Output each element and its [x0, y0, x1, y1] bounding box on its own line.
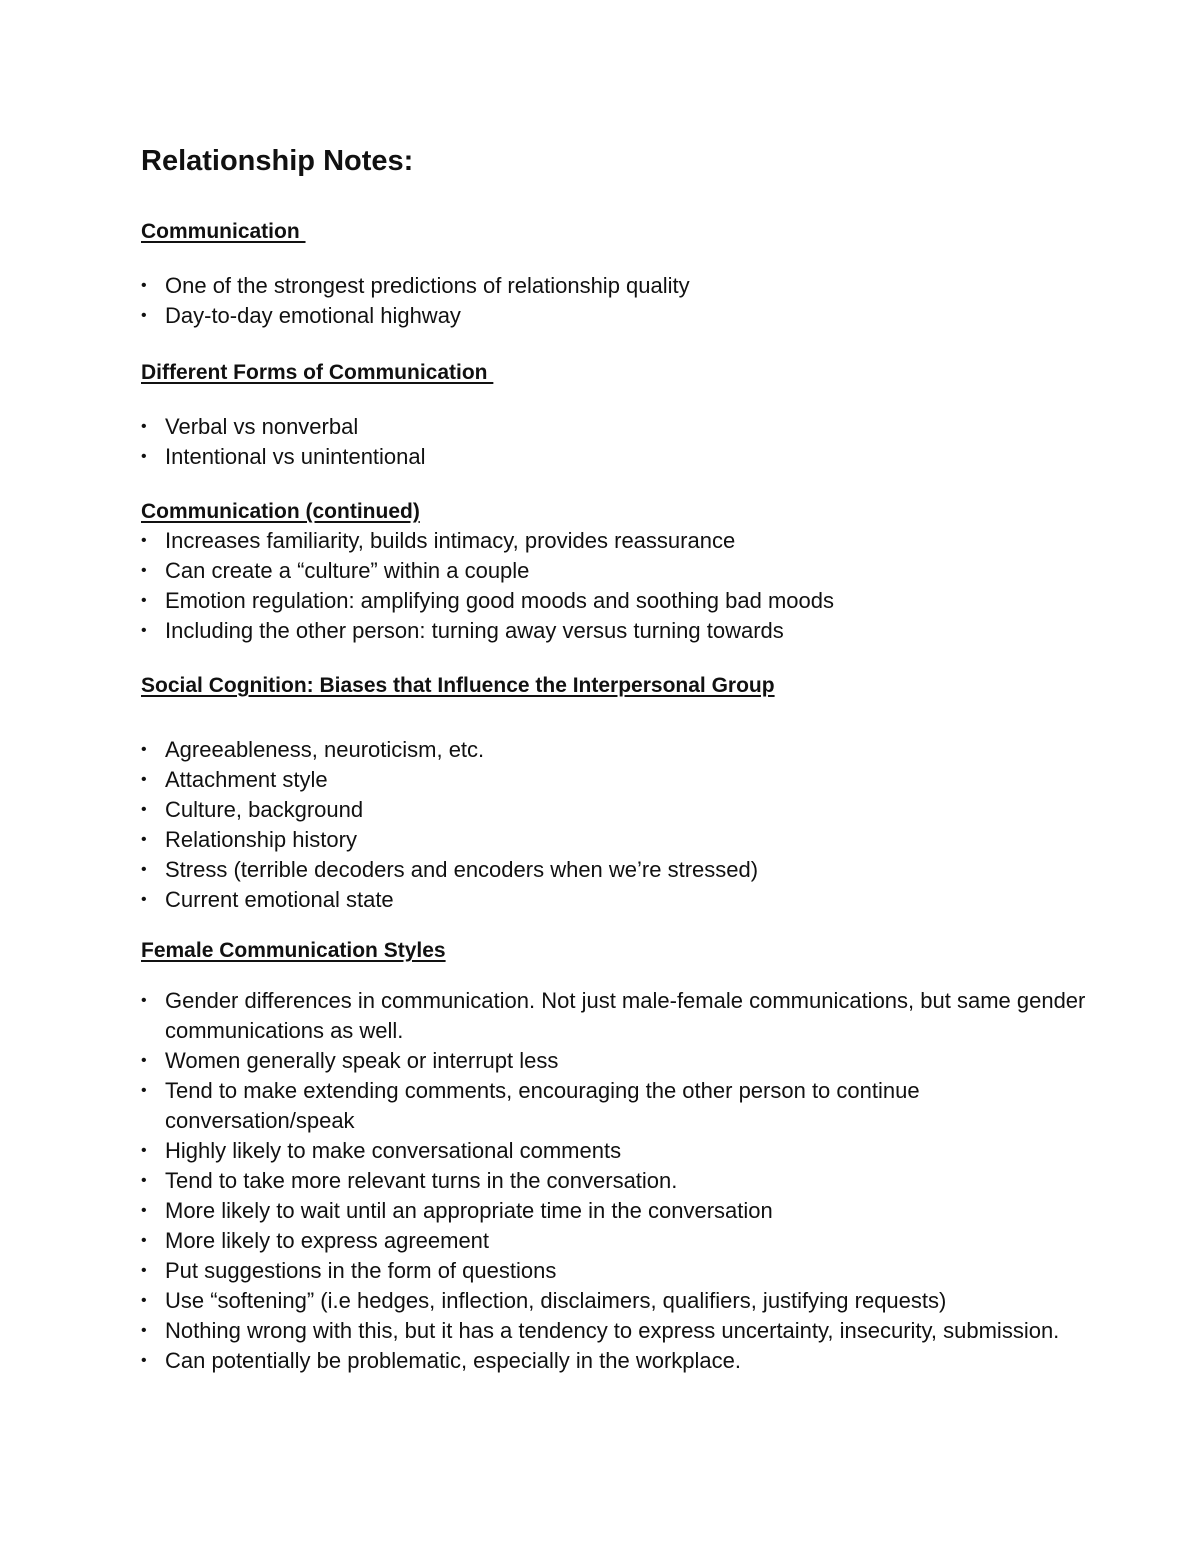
- bullet-list: [141, 735, 1101, 915]
- bullet-icon: •: [141, 1232, 147, 1249]
- list-item: • Use “softening” (i.e hedges, inflection, disclaimers, qualifiers, justifying requests): [141, 1286, 1101, 1316]
- section-social-cognition: [141, 672, 1101, 915]
- list-item: • Put suggestions in the form of questions: [141, 1256, 1101, 1286]
- list-item: • Gender differences in communication. Not just male-female communications, but same gender communications as well.: [141, 988, 1086, 1043]
- list-item: • Day-to-day emotional highway: [141, 301, 1101, 331]
- bullet-icon: •: [141, 1322, 147, 1339]
- list-item: • More likely to wait until an appropriate time in the conversation: [141, 1196, 1101, 1226]
- bullet-icon: •: [141, 891, 147, 908]
- list-item: • Agreeableness, neuroticism, etc.: [141, 735, 1101, 765]
- list-item: • Can create a “culture” within a couple: [141, 556, 1101, 586]
- bullet-icon: •: [141, 861, 147, 878]
- bullet-icon: •: [141, 448, 147, 465]
- bullet-icon: •: [141, 592, 147, 609]
- list-item: • Nothing wrong with this, but it has a tendency to express uncertainty, insecurity, submission.: [141, 1316, 1101, 1346]
- list-item: • Current emotional state: [141, 885, 1101, 915]
- list-item: • Women generally speak or interrupt less: [141, 1046, 1101, 1076]
- bullet-icon: •: [141, 562, 147, 579]
- list-item: • Highly likely to make conversational comments: [141, 1136, 1101, 1166]
- section-heading: Communication (continued): [141, 500, 420, 523]
- bullet-icon: •: [141, 1142, 147, 1159]
- list-item: • Increases familiarity, builds intimacy, provides reassurance: [141, 526, 1101, 556]
- bullet-icon: •: [141, 771, 147, 788]
- list-item: • Stress (terrible decoders and encoders when we’re stressed): [141, 855, 1101, 885]
- bullet-icon: •: [141, 1082, 147, 1099]
- list-item: • One of the strongest predictions of relationship quality: [141, 271, 1101, 301]
- section-different-forms: [141, 359, 1101, 472]
- list-item: • Can potentially be problematic, especially in the workplace.: [141, 1346, 1101, 1376]
- bullet-icon: •: [141, 1052, 147, 1069]
- bullet-list: [141, 412, 1101, 472]
- list-item: • Verbal vs nonverbal: [141, 412, 1101, 442]
- list-item: • Culture, background: [141, 795, 1101, 825]
- bullet-icon: •: [141, 1292, 147, 1309]
- section-female-communication-styles: [141, 937, 1101, 1376]
- list-item: • Relationship history: [141, 825, 1101, 855]
- bullet-list: [141, 271, 1101, 331]
- bullet-list: [141, 526, 1101, 646]
- bullet-icon: •: [141, 277, 147, 294]
- section-heading: Communication: [141, 220, 306, 243]
- list-item: • Attachment style: [141, 765, 1101, 795]
- list-item: • Tend to make extending comments, encouraging the other person to continue conversation/speak: [141, 1078, 920, 1133]
- list-item: • Tend to take more relevant turns in the conversation.: [141, 1166, 1101, 1196]
- list-item: • Including the other person: turning away versus turning towards: [141, 616, 1101, 646]
- bullet-icon: •: [141, 1352, 147, 1369]
- list-item: • Intentional vs unintentional: [141, 442, 1101, 472]
- bullet-icon: •: [141, 1202, 147, 1219]
- section-heading: Female Communication Styles: [141, 939, 446, 962]
- bullet-icon: •: [141, 1172, 147, 1189]
- section-communication-continued: [141, 498, 1101, 646]
- section-heading: Different Forms of Communication: [141, 361, 494, 384]
- bullet-icon: •: [141, 307, 147, 324]
- bullet-list: [141, 986, 1101, 1376]
- bullet-icon: •: [141, 622, 147, 639]
- bullet-icon: •: [141, 831, 147, 848]
- bullet-icon: •: [141, 532, 147, 549]
- bullet-icon: •: [141, 801, 147, 818]
- bullet-icon: •: [141, 741, 147, 758]
- section-communication: [141, 218, 1101, 331]
- list-item: • Emotion regulation: amplifying good moods and soothing bad moods: [141, 586, 1101, 616]
- bullet-icon: •: [141, 418, 147, 435]
- bullet-icon: •: [141, 1262, 147, 1279]
- page-title: Relationship Notes:: [141, 145, 414, 177]
- section-heading: Social Cognition: Biases that Influence the Interpersonal Group: [141, 674, 775, 697]
- bullet-icon: •: [141, 992, 147, 1009]
- list-item: • More likely to express agreement: [141, 1226, 1101, 1256]
